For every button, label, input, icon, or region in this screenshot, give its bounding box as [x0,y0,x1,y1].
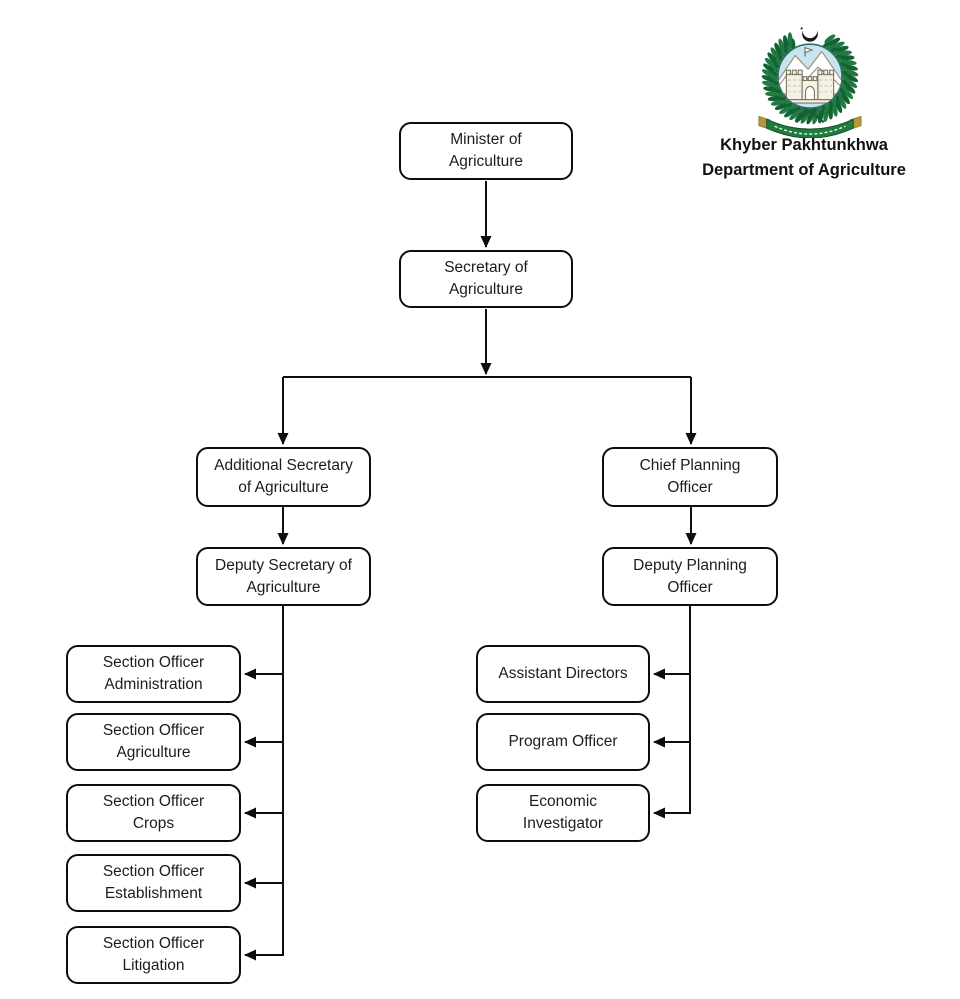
org-node-label: Secretary of [444,259,528,276]
org-node-so-crops [66,784,241,842]
org-node-label: Additional Secretary [214,457,353,474]
org-node-label: Litigation [122,957,185,974]
org-node-label: Minister of [450,131,522,148]
org-node-label: Agriculture [448,281,524,298]
org-node-chief-planning [602,447,778,507]
brand-org-name: Khyber Pakhtunkhwa [720,136,888,154]
org-node-minister [399,122,573,180]
org-node-deputy-planning [602,547,778,606]
org-node-label: Section Officer [102,935,205,952]
org-node-so-agriculture [66,713,241,771]
org-node-so-litigation [66,926,241,984]
emblem-crescent-icon [801,26,818,42]
org-node-so-establishment [66,854,241,912]
org-node-deputy-secretary [196,547,371,606]
brand-text [664,133,944,183]
org-node-label: Program Officer [508,733,618,750]
org-node-label: Agriculture [448,153,524,170]
org-node-label: Agriculture [246,578,321,596]
org-node-label: Section Officer [102,793,205,810]
org-node-label: Section Officer [102,863,205,880]
org-node-additional-secretary [196,447,371,507]
khyber-pakhtunkhwa-emblem-icon [751,25,869,138]
org-node-label: Investigator [522,815,604,832]
org-node-label: Deputy Planning [633,556,747,574]
connector-deputy-planning-trunk-economic [654,605,690,813]
org-node-label: Assistant Directors [498,665,628,682]
org-node-label: Establishment [104,885,203,902]
org-node-economic-investigator [476,784,650,842]
org-node-label: of Agriculture [238,479,329,496]
org-node-label: Section Officer [102,654,205,671]
org-node-label: Economic [528,793,598,810]
org-node-label: Section Officer [102,722,205,739]
org-node-label: Administration [104,676,203,693]
org-node-program-officer [476,713,650,771]
org-node-label: Officer [667,479,713,496]
org-node-label: Agriculture [116,744,191,761]
org-node-label: Officer [667,578,713,596]
org-node-label: Deputy Secretary of [215,556,352,574]
org-node-label: Chief Planning [639,457,741,474]
org-node-secretary [399,250,573,308]
brand-dept-name: Department of Agriculture [702,161,906,179]
org-node-so-administration [66,645,241,703]
org-node-assistant-directors [476,645,650,703]
org-node-label: Crops [132,815,175,832]
connector-deputy-secretary-trunk-litigation [245,605,283,955]
